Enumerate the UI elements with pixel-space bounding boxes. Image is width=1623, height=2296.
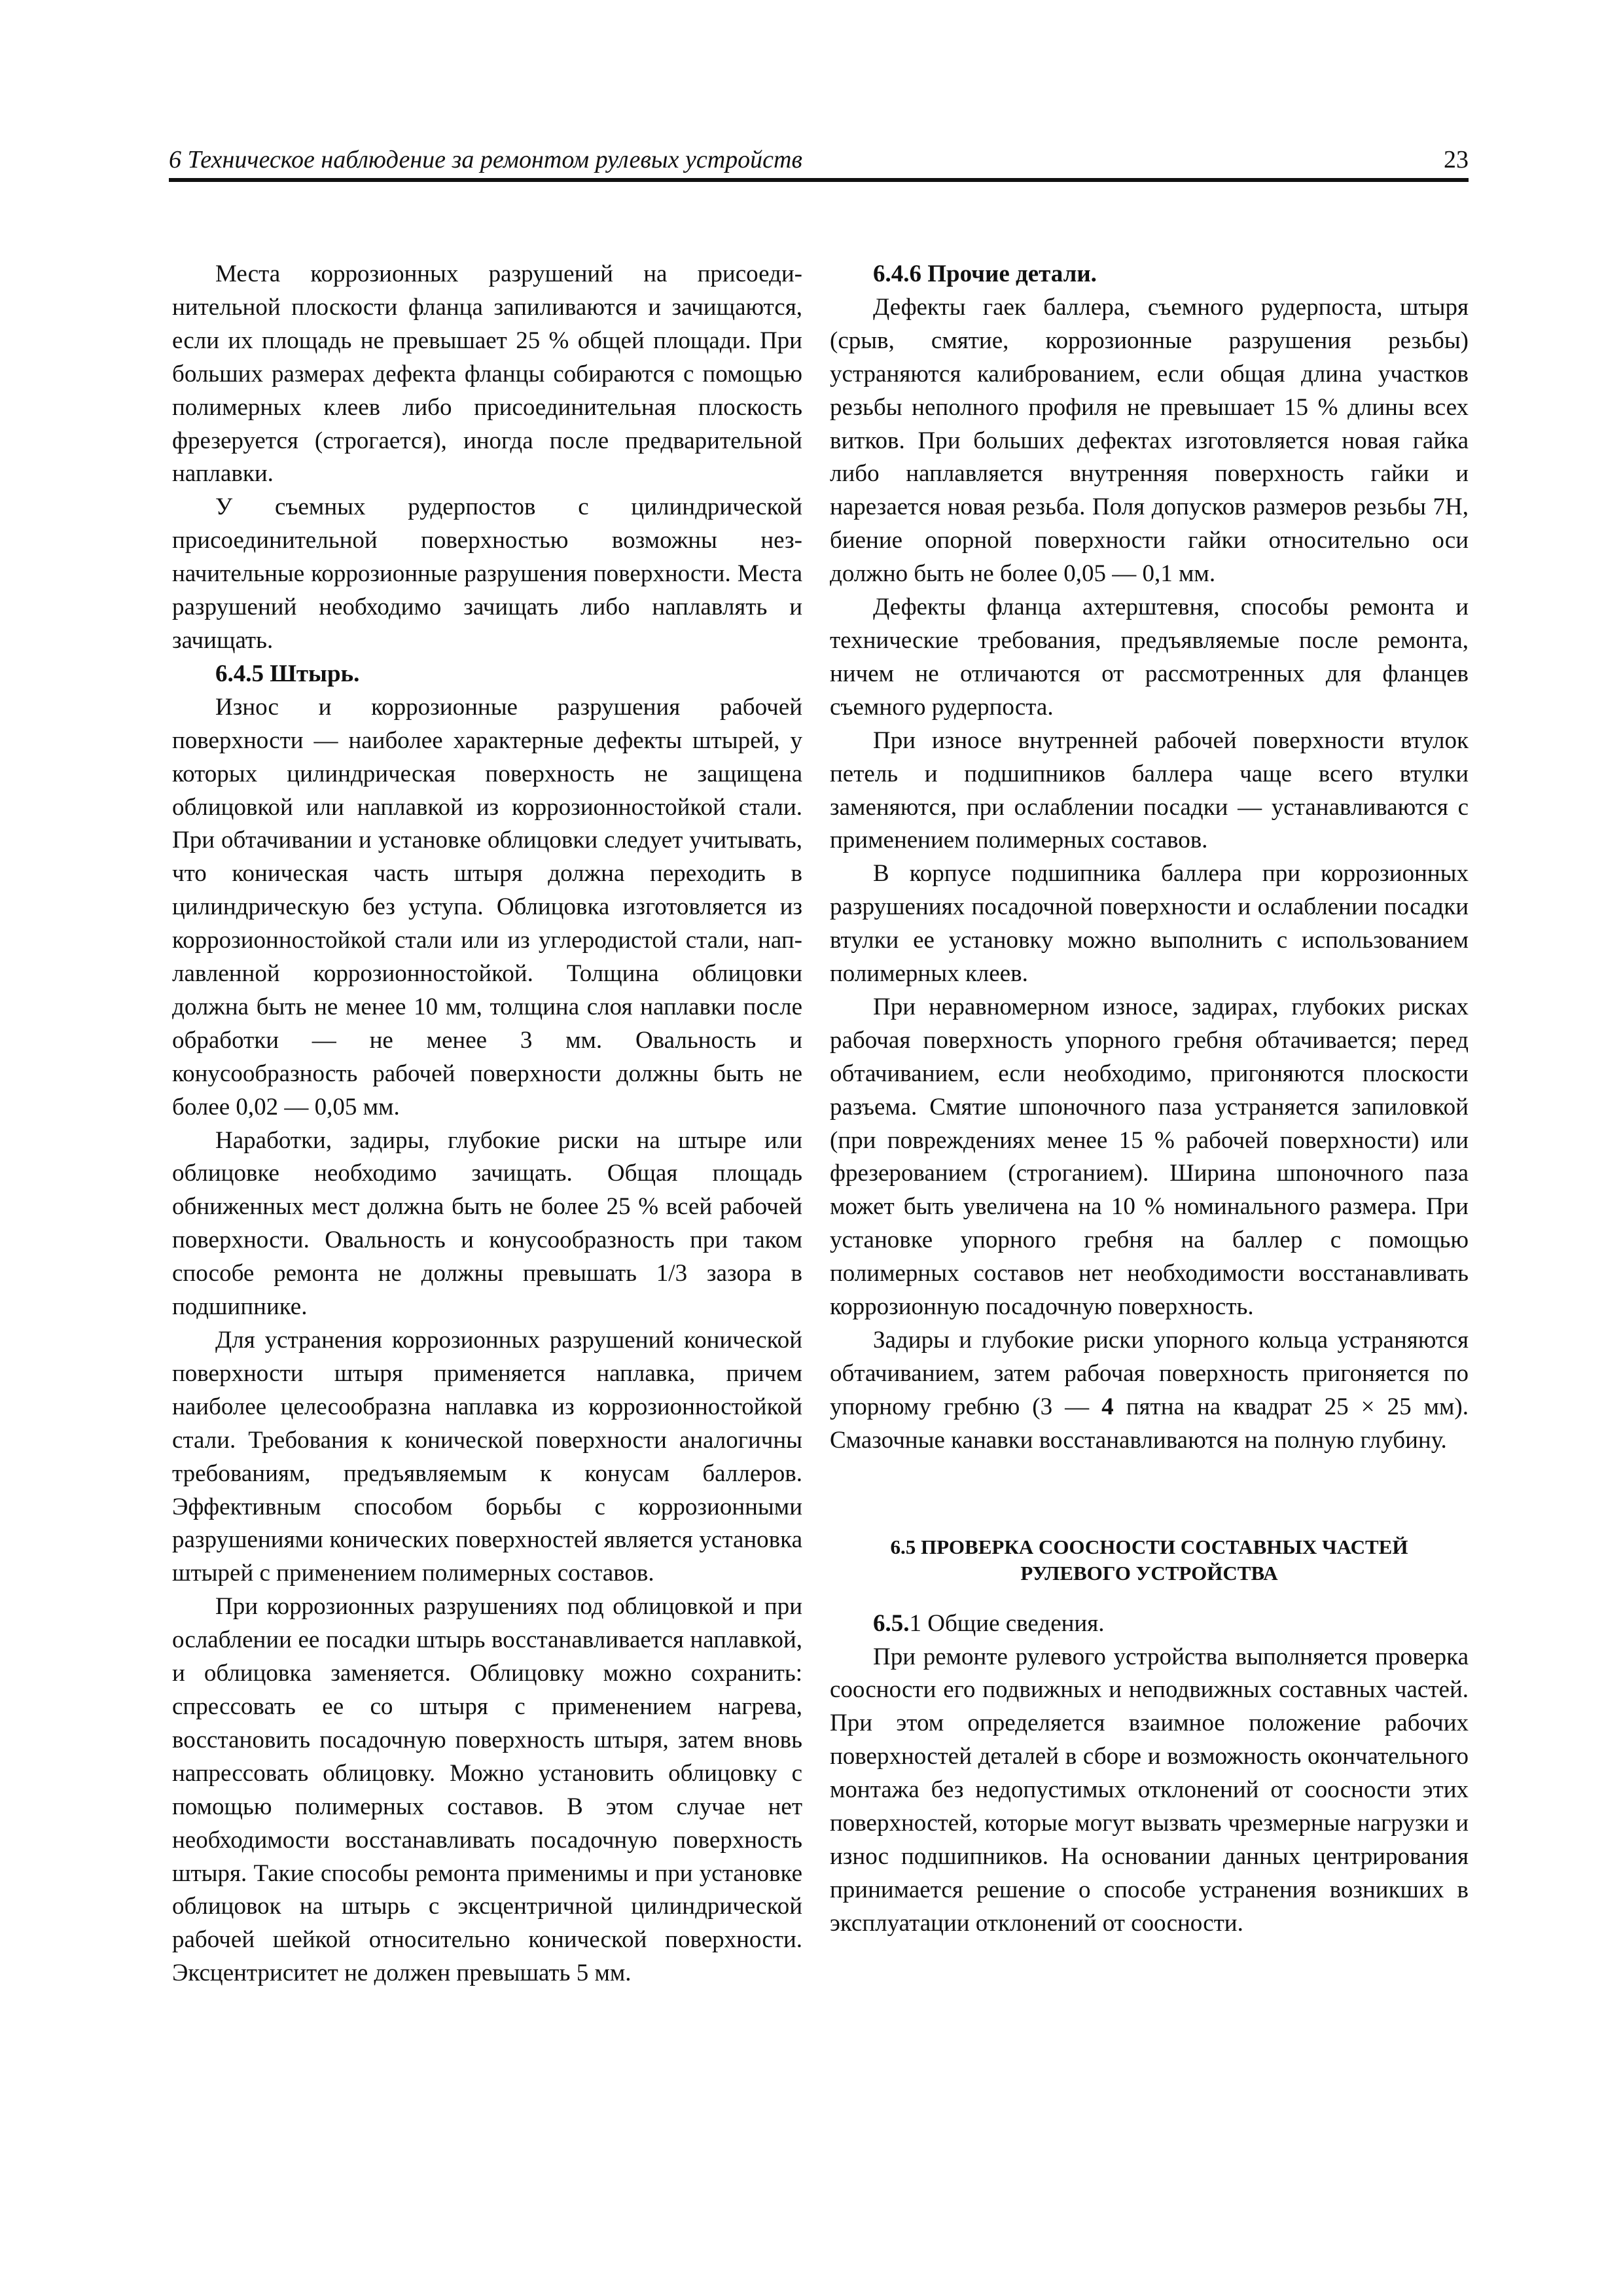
section-heading-6-5 [830, 1534, 1469, 1587]
paragraph: При неравномерном износе, задирах, глубоких рисках рабочая поверхность упорного гребня обтачивается; перед обтачиванием, если необходимо, пригоняются плоскости разъема. Смятие шпоночного паза устраняется запиловкой (при повреждениях менее 15 % рабочей поверхности) или фрезерованием (строганием). Ширина шпоночного паза может быть увеличена на 10 % номинального размера. При установке упорного гребня на баллер с помощью полимерных составов нет необходимости восстанавливать коррозионную посадочную поверхность. [830, 993, 1469, 1321]
paragraph: Дефекты гаек баллера, съемного рудерпоста, штыря (срыв, смятие, коррозионные разрушения резьбы) устраняются калиброванием, если общая длина участков резьбы неполного профиля не превышает 15 % длины всех витков. При больших дефектах изготовляется новая гайка либо наплавляется внутренняя поверхность гайки и нарезается новая резьба. Поля допусков размеров резьбы 7H, биение опорной поверхности гайки относительно оси должно быть не более 0,05 — 0,1 мм. [830, 293, 1469, 588]
paragraph-text: Задиры и глубокие риски упорного кольца устраняются обтачиванием, затем рабочая поверхность пригоняется по упорному гребню (3 — [830, 1327, 1469, 1420]
section-heading-line: РУЛЕВОГО УСТРОЙСТВА [1020, 1561, 1278, 1585]
section-heading-6-4-5 [172, 658, 802, 691]
section-title: 1 Общие сведения. [909, 1609, 1105, 1637]
left-column [172, 258, 802, 1990]
paragraph: При коррозионных разрушениях под облицовкой и при ослаблении ее посадки штырь восстанавливается наплавкой, и облицовка заменяется. Облицовку можно сохранить: спрессовать ее со штыря с применением нагрева, восстановить посадочную поверхность штыря, затем вновь напрессовать облицовку. Можно установить облицовку с помощью полимерных составов. В этом случае нет необходимости восстанавливать посадочную поверхность штыря. Такие способы ремонта применимы и при установке облицовок на штырь с эксцентричной цилиндрической рабочей шейкой относительно конической поверхности. Эксцентриситет не должен превышать 5 мм. [172, 1593, 802, 1987]
paragraph: В корпусе подшипника баллера при коррозионных разрушениях посадочной поверхности и ослаблении посадки втулки ее установку можно выполнить с использованием полимерных клеев. [830, 860, 1469, 988]
emphasis-number: 4 [1101, 1393, 1114, 1420]
paragraph-text: пятна на квадрат 25 × 25 мм). Смазочные канавки восстанавливаются на полную глубину. [830, 1393, 1469, 1454]
paragraph: Места коррозионных разрушений на присоединительной плоскости фланца запиливаются и зачищаются, если их площадь не превышает 25 % общей площади. При больших размерах дефекта фланцы собираются с помощью полимерных клеев либо присоединительная плоскость фрезеруется (строгается), иногда после предварительной наплавки. [172, 260, 802, 488]
section-heading-6-5-1 [830, 1607, 1469, 1641]
paragraph: Для устранения коррозионных разрушений конической поверхности штыря применяется наплавка, причем наиболее целесообразна наплавка из коррозионностойкой стали. Требования к конической поверхности аналогичны требованиям, предъявляемым к конусам баллеров. Эффективным способом борьбы с коррозионными разрушениями конических поверхностей является установка штырей с применением полимерных составов. [172, 1327, 802, 1587]
paragraph: Наработки, задиры, глубокие риски на штыре или облицовке необходимо зачищать. Общая площадь обниженных мест должна быть не более 25 % всей рабочей поверхности. Овальность и конусообразность при таком способе ремонта не должны превышать 1/3 зазора в подшипнике. [172, 1126, 802, 1321]
paragraph: При износе внутренней рабочей поверхности втулок петель и подшипников баллера чаще всего втулки заменяются, при ослаблении посадки — устанавливаются с применением полимерных составов. [830, 726, 1469, 854]
section-title: Прочие детали. [927, 260, 1097, 287]
section-heading-line: 6.5 ПРОВЕРКА СООСНОСТИ СОСТАВНЫХ ЧАСТЕЙ [890, 1535, 1408, 1558]
section-number: 6.5. [873, 1609, 910, 1637]
spacer [830, 1458, 1469, 1534]
paragraph: При ремонте рулевого устройства выполняется проверка соосности его подвижных и неподвижных составных частей. При этом определяется взаимное положение рабочих поверхностей деталей в сборе и возможность окончательного монтажа без недопустимых отклонений от соосности этих поверхностей, которые могут вызвать чрезмерные нагрузки и износ подшипников. На основании данных центрирования принимается решение о способе устранения возникших в эксплуатации отклонений от соосности. [830, 1643, 1469, 1937]
paragraph: Износ и коррозионные разрушения рабочей поверхности — наиболее характерные дефекты штырей, у которых цилиндрическая поверхность не защищена облицовкой или наплавкой из коррозионностойкой стали. При обтачивании и установке облицовки следует учитывать, что коническая часть штыря должна переходить в цилиндрическую без уступа. Облицовка изготовляется из коррозионностойкой стали или из углеродистой стали, наплавленной коррозионностойкой. Толщина облицовки должна быть не менее 10 мм, толщина слоя наплавки после обработки — не менее 3 мм. Овальность и конусообразность рабочей поверхности должны быть не более 0,02 — 0,05 мм. [172, 693, 802, 1121]
paragraph [830, 1324, 1469, 1458]
section-number: 6.4.5 [215, 660, 264, 687]
running-header-title: 6 Техническое наблюдение за ремонтом рулевых устройств [169, 146, 802, 173]
spacer [830, 1587, 1469, 1607]
running-header [169, 144, 1469, 182]
section-title: Штырь. [270, 660, 360, 687]
page-number: 23 [1444, 146, 1469, 173]
section-number: 6.4.6 [873, 260, 921, 287]
right-column [830, 258, 1469, 1941]
section-heading-6-4-6 [830, 258, 1469, 291]
paragraph: Дефекты фланца ахтерштевня, способы ремонта и технические требования, предъявляемые после ремонта, ничем не отличаются от рассмотренных для фланцев съемного рудерпоста. [830, 594, 1469, 721]
paragraph: У съемных рудерпостов с цилиндрической присоединительной поверхностью возможны незначительные коррозионные разрушения поверхности. Места разрушений необходимо зачищать либо наплавлять и зачищать. [172, 493, 802, 654]
